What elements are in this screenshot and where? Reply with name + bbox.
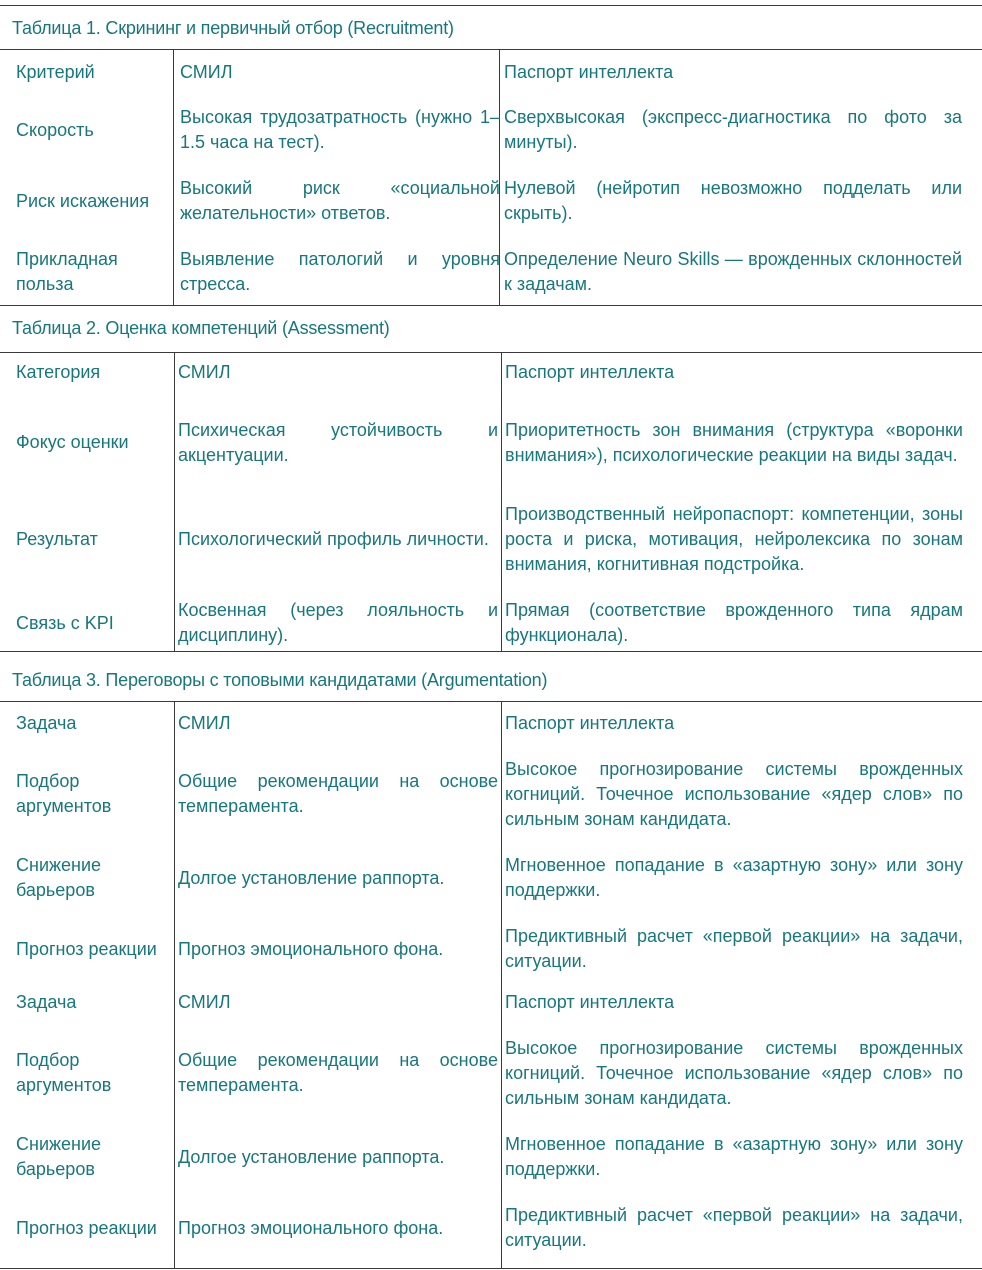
table-2-col-divider-2 xyxy=(501,353,502,651)
table-2-header-smil: СМИЛ xyxy=(178,362,231,382)
table-3-row-4-task: Задача xyxy=(16,992,77,1012)
table-3-header-passport: Паспорт интеллекта xyxy=(505,713,675,733)
table-1-header-rule xyxy=(0,49,982,50)
table-2-row-3-category: Связь с KPI xyxy=(16,612,114,633)
table-2-header-passport: Паспорт интеллекта xyxy=(505,362,675,382)
table-1-row-2-criterion: Риск искажения xyxy=(16,190,150,211)
table-2-row-3-smil: Косвенная (через лояльность и дисциплину). xyxy=(178,600,498,645)
table-1-col-divider-1 xyxy=(173,50,174,305)
table-1-caption: Таблица 1. Скрининг и первичный отбор (Recruitment) xyxy=(12,18,454,38)
table-1-header-criterion: Критерий xyxy=(16,62,95,82)
table-3-header-rule xyxy=(0,701,982,702)
table-3-row-7-task: Прогноз реакции xyxy=(16,1218,157,1238)
table-1-header-passport: Паспорт интеллекта xyxy=(504,62,674,82)
table-3-col-divider-2 xyxy=(501,702,502,1268)
table-1-row-1-smil: Высокая трудозатратность (нужно 1–1.5 часа на тест). xyxy=(180,107,500,152)
table-3-row-3-passport: Предиктивный расчет «первой реакции» на задачи, ситуации. xyxy=(505,926,963,971)
table-2-row-1-smil: Психическая устойчивость и акцентуации. xyxy=(178,419,498,465)
table-2-caption: Таблица 2. Оценка компетенций (Assessment) xyxy=(12,318,390,338)
table-2-top-rule xyxy=(0,305,982,306)
table-3-row-4-passport: Паспорт интеллекта xyxy=(505,992,675,1012)
table-1-header-smil: СМИЛ xyxy=(180,62,233,82)
table-3-top-rule xyxy=(0,651,982,652)
table-3-row-7-smil: Прогноз эмоционального фона. xyxy=(178,1218,444,1238)
table-2-row-2-smil: Психологический профиль личности. xyxy=(178,529,489,549)
table-1-row-2-passport: Нулевой (нейротип невозможно подделать или скрыть). xyxy=(504,178,962,223)
table-3-row-5-smil: Общие рекомендации на основе темперамента. xyxy=(178,1050,498,1095)
table-3-row-6-task: Снижение барьеров xyxy=(16,1134,102,1179)
table-3-row-6-smil: Долгое установление раппорта. xyxy=(178,1147,445,1167)
table-3-row-6-passport: Мгновенное попадание в «азартную зону» или зону поддержки. xyxy=(505,1134,963,1179)
table-3-row-2-task: Снижение барьеров xyxy=(16,855,102,900)
table-1-top-rule xyxy=(0,5,982,6)
table-3-row-4-smil: СМИЛ xyxy=(178,992,231,1012)
table-3-row-7-passport: Предиктивный расчет «первой реакции» на задачи, ситуации. xyxy=(505,1205,963,1250)
table-2-row-2-passport: Производственный нейропаспорт: компетенции, зоны роста и риска, мотивация, нейролексика по зонам внимания, когнитивная подстройка. xyxy=(505,504,963,574)
table-3-row-2-smil: Долгое установление раппорта. xyxy=(178,868,445,888)
table-1-row-2-smil: Высокий риск «социальной желательности» ответов. xyxy=(180,178,500,223)
table-2-row-1-passport: Приоритетность зон внимания (структура «воронки внимания»), психологические реакции на виды задач. xyxy=(505,419,963,465)
table-2-row-2-category: Результат xyxy=(16,529,98,549)
table-3-header-smil: СМИЛ xyxy=(178,713,231,733)
table-3-row-1-smil: Общие рекомендации на основе темперамента. xyxy=(178,771,498,816)
table-1-row-3-smil: Выявление патологий и уровня стресса. xyxy=(180,249,500,294)
table-2-header-category: Категория xyxy=(16,362,101,382)
table-2-col-divider-1 xyxy=(174,353,175,651)
table-1-row-3-criterion: Прикладная польза xyxy=(16,249,118,294)
table-2-row-1-category: Фокус оценки xyxy=(16,432,129,452)
table-2-row-3-passport: Прямая (соответствие врожденного типа ядрам функционала). xyxy=(505,600,963,645)
table-3-row-2-passport: Мгновенное попадание в «азартную зону» или зону поддержки. xyxy=(505,855,963,900)
table-3-row-3-smil: Прогноз эмоционального фона. xyxy=(178,939,444,959)
table-3-row-1-task: Подбор аргументов xyxy=(16,771,112,816)
table-3-row-3-task: Прогноз реакции xyxy=(16,939,157,959)
table-3-row-5-task: Подбор аргументов xyxy=(16,1050,112,1095)
table-3-col-divider-1 xyxy=(174,702,175,1268)
table-3-caption: Таблица 3. Переговоры с топовыми кандидатами (Argumentation) xyxy=(12,670,548,690)
table-3-header-task: Задача xyxy=(16,713,77,733)
table-3-row-5-passport: Высокое прогнозирование системы врожденных когниций. Точечное использование «ядер слов» по сильным зонам кандидата. xyxy=(505,1038,963,1108)
table-3-row-1-passport: Высокое прогнозирование системы врожденных когниций. Точечное использование «ядер слов» по сильным зонам кандидата. xyxy=(505,759,963,829)
table-1-row-1-criterion: Скорость xyxy=(16,119,94,140)
table-1-row-1-passport: Сверхвысокая (экспресс-диагностика по фото за минуты). xyxy=(504,107,962,152)
table-1-row-3-passport: Определение Neuro Skills — врожденных склонностей к задачам. xyxy=(504,249,962,294)
table-2-header-rule xyxy=(0,352,982,353)
table-3-bottom-rule xyxy=(0,1268,982,1269)
